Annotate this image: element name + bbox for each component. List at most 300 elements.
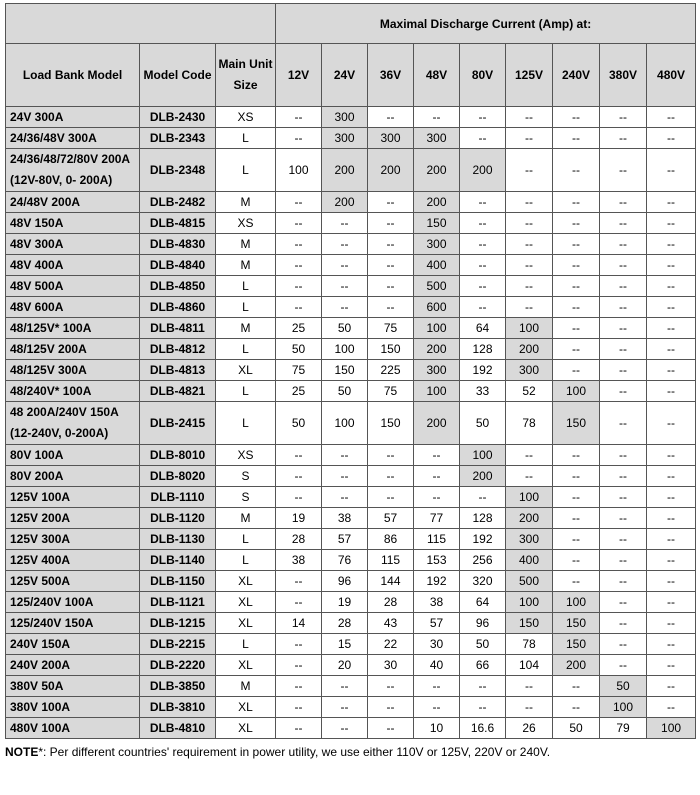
cell-current-value: -- [276,128,322,149]
header-voltage: 24V [322,44,368,107]
cell-model-code: DLB-4812 [140,339,216,360]
cell-current-value: 28 [368,592,414,613]
cell-current-value: -- [368,487,414,508]
cell-current-value: -- [460,128,506,149]
cell-current-value: 100 [460,445,506,466]
cell-current-value: -- [414,445,460,466]
cell-model-code: DLB-4830 [140,234,216,255]
cell-unit-size: L [216,381,276,402]
cell-current-value: -- [647,107,696,128]
cell-current-value: 50 [600,676,647,697]
cell-current-value: 50 [276,339,322,360]
cell-current-value: 100 [506,592,553,613]
cell-current-value: -- [322,697,368,718]
cell-current-value: -- [553,297,600,318]
cell-current-value: 400 [506,550,553,571]
cell-current-value: -- [647,234,696,255]
table-row [6,487,696,508]
cell-current-value: 500 [414,276,460,297]
table-row [6,676,696,697]
cell-current-value: -- [506,128,553,149]
cell-model-code: DLB-2482 [140,192,216,213]
cell-current-value: 77 [414,508,460,529]
cell-unit-size: S [216,466,276,487]
cell-unit-size: XL [216,360,276,381]
cell-current-value: -- [506,107,553,128]
cell-current-value: 79 [600,718,647,739]
cell-current-value: -- [414,487,460,508]
cell-current-value: -- [647,381,696,402]
cell-current-value: -- [506,297,553,318]
cell-unit-size: XL [216,718,276,739]
cell-current-value: -- [276,697,322,718]
cell-current-value: -- [553,445,600,466]
cell-current-value: -- [322,718,368,739]
cell-current-value: 50 [460,634,506,655]
cell-current-value: -- [600,192,647,213]
cell-current-value: -- [647,508,696,529]
cell-current-value: -- [553,107,600,128]
cell-current-value: 64 [460,592,506,613]
cell-model: 48/125V 300A [6,360,140,381]
cell-current-value: -- [368,192,414,213]
cell-current-value: 100 [647,718,696,739]
cell-current-value: -- [600,655,647,676]
cell-model-code: DLB-8010 [140,445,216,466]
cell-current-value: 150 [553,613,600,634]
table-row [6,445,696,466]
cell-current-value: -- [414,697,460,718]
cell-current-value: 96 [460,613,506,634]
cell-current-value: -- [368,697,414,718]
cell-current-value: -- [322,234,368,255]
cell-current-value: -- [460,297,506,318]
cell-current-value: 19 [276,508,322,529]
cell-current-value: 200 [506,508,553,529]
cell-current-value: -- [276,718,322,739]
cell-current-value: -- [276,192,322,213]
cell-current-value: -- [276,213,322,234]
cell-current-value: 300 [414,128,460,149]
cell-unit-size: XS [216,445,276,466]
cell-current-value: -- [600,213,647,234]
cell-current-value: -- [322,466,368,487]
cell-current-value: 14 [276,613,322,634]
cell-current-value: -- [553,676,600,697]
cell-unit-size: XL [216,613,276,634]
header-model-code: Model Code [140,44,216,107]
cell-current-value: 200 [460,149,506,192]
cell-current-value: 300 [506,529,553,550]
table-row [6,571,696,592]
cell-model: 24/36/48/72/80V 200A (12V-80V, 0- 200A) [6,149,140,192]
cell-current-value: 100 [322,339,368,360]
cell-model-code: DLB-4860 [140,297,216,318]
cell-current-value: -- [600,360,647,381]
cell-current-value: -- [276,634,322,655]
cell-current-value: 30 [414,634,460,655]
cell-current-value: 256 [460,550,506,571]
cell-model: 24/48V 200A [6,192,140,213]
cell-current-value: -- [553,213,600,234]
cell-model: 48V 400A [6,255,140,276]
cell-current-value: 22 [368,634,414,655]
cell-model-code: DLB-1140 [140,550,216,571]
cell-current-value: 15 [322,634,368,655]
cell-current-value: -- [276,592,322,613]
cell-current-value: -- [647,487,696,508]
cell-current-value: -- [322,445,368,466]
cell-model-code: DLB-1215 [140,613,216,634]
cell-unit-size: M [216,192,276,213]
cell-unit-size: XL [216,571,276,592]
cell-current-value: -- [647,192,696,213]
cell-current-value: 115 [414,529,460,550]
cell-current-value: -- [600,508,647,529]
header-voltage: 240V [553,44,600,107]
cell-current-value: -- [460,255,506,276]
cell-model-code: DLB-3850 [140,676,216,697]
cell-current-value: -- [276,445,322,466]
cell-model: 48/125V* 100A [6,318,140,339]
cell-unit-size: M [216,508,276,529]
cell-model: 80V 200A [6,466,140,487]
cell-current-value: -- [553,508,600,529]
cell-current-value: -- [647,318,696,339]
table-row [6,655,696,676]
table-body [6,107,696,739]
cell-current-value: -- [506,255,553,276]
cell-current-value: 225 [368,360,414,381]
cell-current-value: -- [368,276,414,297]
cell-current-value: -- [647,360,696,381]
cell-current-value: 76 [322,550,368,571]
cell-current-value: -- [276,297,322,318]
cell-current-value: -- [368,466,414,487]
cell-current-value: 16.6 [460,718,506,739]
cell-current-value: 43 [368,613,414,634]
table-row [6,381,696,402]
cell-current-value: 57 [414,613,460,634]
cell-current-value: 600 [414,297,460,318]
cell-current-value: 52 [506,381,553,402]
cell-current-value: 104 [506,655,553,676]
cell-model-code: DLB-2415 [140,402,216,445]
cell-current-value: 200 [414,192,460,213]
cell-current-value: -- [647,149,696,192]
table-row [6,255,696,276]
cell-current-value: -- [506,445,553,466]
table-row [6,634,696,655]
cell-current-value: 10 [414,718,460,739]
cell-model: 24V 300A [6,107,140,128]
cell-current-value: 400 [414,255,460,276]
table-row [6,697,696,718]
cell-current-value: -- [368,718,414,739]
cell-current-value: 25 [276,381,322,402]
cell-current-value: -- [600,234,647,255]
cell-current-value: 38 [276,550,322,571]
cell-current-value: -- [553,697,600,718]
cell-model-code: DLB-1150 [140,571,216,592]
cell-current-value: 50 [276,402,322,445]
cell-current-value: 115 [368,550,414,571]
cell-current-value: -- [553,149,600,192]
cell-current-value: -- [276,571,322,592]
cell-current-value: -- [553,529,600,550]
note-text: *: Per different countries' requirement in power utility, we use either 110V or 125V, 220V or 240V. [38,745,551,759]
cell-current-value: 50 [553,718,600,739]
cell-current-value: -- [460,107,506,128]
cell-current-value: 300 [322,107,368,128]
cell-current-value: 300 [322,128,368,149]
cell-current-value: 100 [506,487,553,508]
header-main-unit-size: Main Unit Size [216,44,276,107]
table-row [6,592,696,613]
table-row [6,402,696,445]
cell-current-value: 320 [460,571,506,592]
cell-current-value: -- [368,676,414,697]
cell-model: 480V 100A [6,718,140,739]
cell-model-code: DLB-4813 [140,360,216,381]
cell-unit-size: M [216,255,276,276]
cell-current-value: 38 [414,592,460,613]
cell-current-value: 57 [322,529,368,550]
cell-current-value: -- [600,297,647,318]
cell-current-value: -- [322,487,368,508]
cell-current-value: 50 [322,318,368,339]
cell-unit-size: M [216,234,276,255]
cell-current-value: -- [506,192,553,213]
table-row [6,550,696,571]
cell-current-value: -- [368,297,414,318]
cell-current-value: -- [600,529,647,550]
cell-current-value: -- [506,697,553,718]
cell-model: 125V 200A [6,508,140,529]
cell-current-value: 192 [460,360,506,381]
cell-current-value: 200 [414,402,460,445]
table-row [6,360,696,381]
table-row [6,192,696,213]
cell-current-value: -- [460,234,506,255]
cell-current-value: -- [276,255,322,276]
cell-model-code: DLB-2343 [140,128,216,149]
cell-current-value: -- [506,276,553,297]
cell-model: 48/125V 200A [6,339,140,360]
table-row [6,613,696,634]
cell-current-value: -- [600,466,647,487]
cell-current-value: -- [553,255,600,276]
cell-unit-size: L [216,634,276,655]
cell-current-value: 78 [506,634,553,655]
table-row [6,107,696,128]
cell-current-value: -- [647,445,696,466]
cell-model-code: DLB-1130 [140,529,216,550]
cell-current-value: -- [553,360,600,381]
cell-current-value: -- [647,613,696,634]
cell-current-value: -- [600,571,647,592]
cell-model-code: DLB-1121 [140,592,216,613]
cell-current-value: -- [600,634,647,655]
table-row [6,339,696,360]
cell-model: 240V 150A [6,634,140,655]
discharge-current-table [5,3,696,739]
cell-current-value: -- [276,466,322,487]
cell-current-value: -- [600,381,647,402]
cell-current-value: -- [553,318,600,339]
cell-unit-size: XL [216,592,276,613]
header-voltage: 12V [276,44,322,107]
cell-unit-size: M [216,318,276,339]
cell-model: 80V 100A [6,445,140,466]
cell-unit-size: L [216,339,276,360]
cell-current-value: 20 [322,655,368,676]
cell-current-value: 100 [276,149,322,192]
cell-current-value: -- [647,128,696,149]
cell-current-value: 75 [368,381,414,402]
cell-model: 48V 300A [6,234,140,255]
cell-current-value: -- [322,276,368,297]
cell-current-value: 100 [322,402,368,445]
cell-current-value: -- [414,466,460,487]
cell-current-value: 200 [506,339,553,360]
cell-current-value: 96 [322,571,368,592]
cell-current-value: 40 [414,655,460,676]
cell-unit-size: S [216,487,276,508]
cell-current-value: -- [647,276,696,297]
cell-current-value: -- [647,550,696,571]
cell-current-value: 150 [368,339,414,360]
cell-current-value: -- [647,402,696,445]
cell-model: 125V 500A [6,571,140,592]
cell-current-value: -- [460,276,506,297]
cell-unit-size: L [216,529,276,550]
cell-current-value: -- [600,550,647,571]
header-load-bank-model: Load Bank Model [6,44,140,107]
cell-current-value: -- [506,213,553,234]
cell-current-value: -- [600,149,647,192]
cell-current-value: -- [414,676,460,697]
cell-current-value: 150 [553,402,600,445]
cell-current-value: -- [600,128,647,149]
cell-current-value: -- [647,255,696,276]
cell-model-code: DLB-3810 [140,697,216,718]
cell-model: 380V 50A [6,676,140,697]
header-voltage: 48V [414,44,460,107]
cell-current-value: -- [553,550,600,571]
cell-current-value: -- [553,192,600,213]
cell-current-value: -- [414,107,460,128]
table-row [6,149,696,192]
cell-current-value: -- [368,234,414,255]
cell-model: 48/240V* 100A [6,381,140,402]
cell-current-value: -- [368,213,414,234]
header-voltage: 36V [368,44,414,107]
cell-current-value: 100 [506,318,553,339]
cell-current-value: 25 [276,318,322,339]
cell-model: 240V 200A [6,655,140,676]
table-row [6,213,696,234]
cell-current-value: -- [322,255,368,276]
cell-current-value: -- [553,234,600,255]
cell-current-value: 28 [276,529,322,550]
cell-current-value: -- [600,255,647,276]
table-row [6,318,696,339]
cell-model: 48V 500A [6,276,140,297]
header-row-top [6,4,696,44]
cell-current-value: 192 [460,529,506,550]
cell-unit-size: XS [216,107,276,128]
cell-current-value: 150 [553,634,600,655]
cell-unit-size: L [216,402,276,445]
cell-current-value: 200 [368,149,414,192]
cell-current-value: -- [553,487,600,508]
cell-current-value: -- [600,276,647,297]
cell-current-value: 150 [322,360,368,381]
cell-model-code: DLB-8020 [140,466,216,487]
cell-current-value: -- [506,676,553,697]
cell-current-value: 128 [460,508,506,529]
cell-unit-size: XL [216,655,276,676]
cell-current-value: 100 [414,381,460,402]
cell-current-value: 50 [460,402,506,445]
cell-current-value: 100 [553,592,600,613]
cell-current-value: 200 [460,466,506,487]
cell-unit-size: L [216,128,276,149]
header-voltage: 125V [506,44,553,107]
cell-current-value: -- [460,676,506,697]
cell-model: 125/240V 100A [6,592,140,613]
table-row [6,128,696,149]
table-row [6,297,696,318]
cell-current-value: 153 [414,550,460,571]
cell-unit-size: XS [216,213,276,234]
cell-model: 48V 600A [6,297,140,318]
cell-model-code: DLB-2215 [140,634,216,655]
cell-current-value: -- [276,234,322,255]
cell-model-code: DLB-4850 [140,276,216,297]
cell-current-value: -- [647,213,696,234]
cell-current-value: -- [600,402,647,445]
cell-current-value: -- [506,466,553,487]
table-row [6,276,696,297]
cell-current-value: 192 [414,571,460,592]
header-row-columns [6,44,696,107]
table-row [6,466,696,487]
cell-current-value: -- [276,107,322,128]
cell-current-value: -- [553,466,600,487]
cell-model: 125/240V 150A [6,613,140,634]
cell-model-code: DLB-2348 [140,149,216,192]
cell-current-value: -- [460,487,506,508]
cell-current-value: -- [322,297,368,318]
cell-current-value: -- [647,634,696,655]
cell-current-value: -- [647,571,696,592]
cell-current-value: -- [506,149,553,192]
cell-current-value: -- [276,655,322,676]
cell-current-value: 75 [276,360,322,381]
table-row [6,529,696,550]
cell-current-value: 28 [322,613,368,634]
cell-current-value: 150 [506,613,553,634]
cell-model-code: DLB-4811 [140,318,216,339]
cell-model-code: DLB-4815 [140,213,216,234]
note-label: NOTE [5,745,39,759]
cell-current-value: -- [647,676,696,697]
cell-current-value: 100 [553,381,600,402]
cell-current-value: 86 [368,529,414,550]
cell-current-value: 300 [414,234,460,255]
